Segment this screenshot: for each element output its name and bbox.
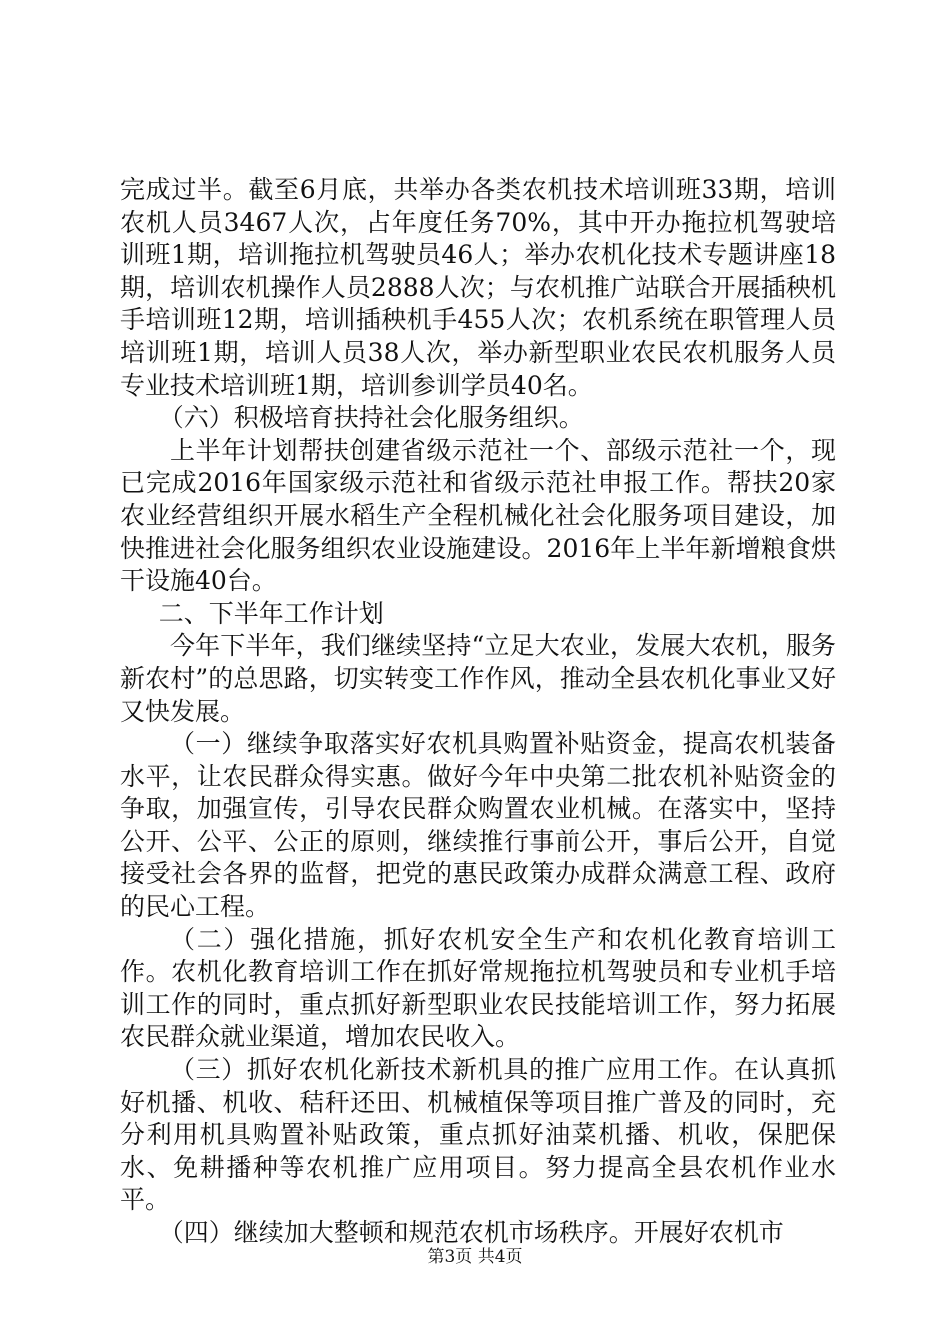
paragraph-plan-4: （四）继续加大整顿和规范农机市场秩序。开展好农机市 xyxy=(158,1218,784,1247)
page-number-label: 第3页 共4页 xyxy=(427,1247,523,1267)
paragraph-plan-intro: 今年下半年，我们继续坚持“立足大农业，发展大农机，服务新农村”的总思路，切实转变工作作风，推动全县农机化事业又好又快发展。 xyxy=(120,631,836,726)
paragraph-plan-2: （二）强化措施，抓好农机安全生产和农机化教育培训工作。农机化教育培训工作在抓好常规拖拉机驾驶员和专业机手培训工作的同时，重点抓好新型职业农民技能培训工作，努力拓展农民群众就业渠道，增加农民收入。 xyxy=(120,924,836,1052)
document-body xyxy=(120,174,836,1250)
paragraph-plan-1: （一）继续争取落实好农机具购置补贴资金，提高农机装备水平，让农民群众得实惠。做好今年中央第二批农机补贴资金的争取，加强宣传，引导农民群众购置农业机械。在落实中，坚持公开、公平、公正的原则，继续推行事前公开，事后公开，自觉接受社会各界的监督，把党的惠民政策办成群众满意工程、政府的民心工程。 xyxy=(120,729,836,922)
page-footer xyxy=(0,1246,950,1268)
paragraph-training-summary: 完成过半。截至6月底，共举办各类农机技术培训班33期，培训农机人员3467人次，占年度任务70%，其中开办拖拉机驾驶培训班1期，培训拖拉机驾驶员46人；举办农机化技术专题讲座18期，培训农机操作人员2888人次；与农机推广站联合开展插秧机手培训班12期，培训插秧机手455人次；农机系统在职管理人员培训班1期，培训人员38人次，举办新型职业农民农机服务人员专业技术培训班1期，培训参训学员40名。 xyxy=(120,175,836,400)
section-heading-plan: 二、下半年工作计划 xyxy=(158,598,384,628)
paragraph-service-orgs: 上半年计划帮扶创建省级示范社一个、部级示范社一个，现已完成2016年国家级示范社和省级示范社申报工作。帮扶20家农业经营组织开展水稻生产全程机械化社会化服务项目建设，加快推进社会化服务组织农业设施建设。2016年上半年新增粮食烘干设施40台。 xyxy=(120,435,836,596)
section-heading-6: （六）积极培育扶持社会化服务组织。 xyxy=(158,403,584,433)
paragraph-plan-3: （三）抓好农机化新技术新机具的推广应用工作。在认真抓好机播、机收、秸秆还田、机械植保等项目推广普及的同时，充分利用机具购置补贴政策，重点抓好油菜机播、机收，保肥保水、免耕播种等农机推广应用项目。努力提高全县农机作业水平。 xyxy=(120,1055,836,1215)
